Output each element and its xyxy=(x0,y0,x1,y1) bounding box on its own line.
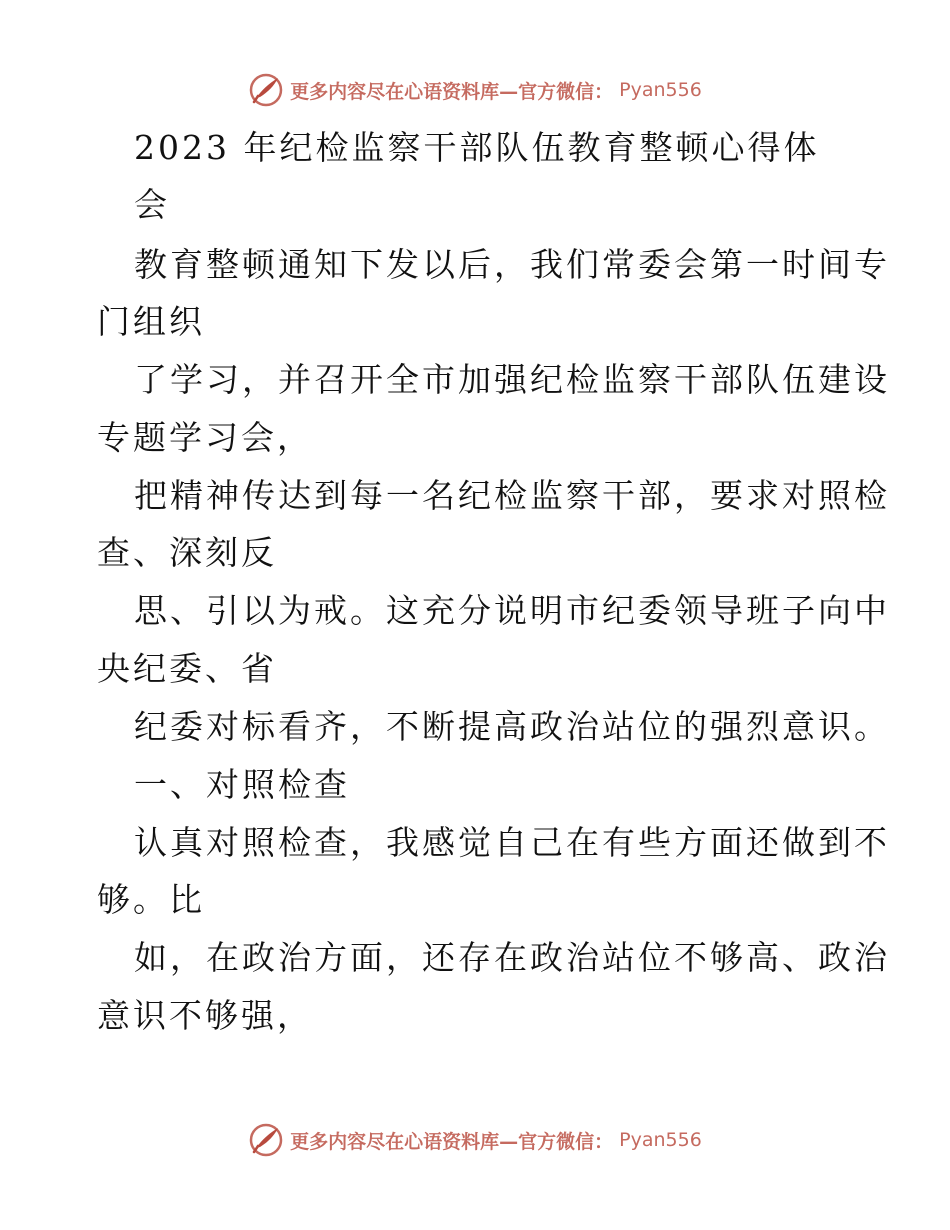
banner-wechat-id: Pyan556 xyxy=(619,79,702,101)
text-line: 思、引以为戒。这充分说明市纪委领导班子向中 xyxy=(134,591,890,630)
banner-wechat-id: Pyan556 xyxy=(619,1129,702,1151)
quill-logo-icon xyxy=(248,1122,284,1158)
text-line: 如，在政治方面，还存在政治站位不够高、政治 xyxy=(134,938,890,977)
text-line: 查、深刻反 xyxy=(97,533,277,572)
text-line: 央纪委、省 xyxy=(97,649,277,688)
text-line: 够。比 xyxy=(97,880,205,919)
text-line: 把精神传达到每一名纪检监察干部，要求对照检 xyxy=(134,476,890,515)
text-line: 门组织 xyxy=(97,302,205,341)
header-banner xyxy=(0,70,950,110)
text-line: 纪委对标看齐，不断提高政治站位的强烈意识。 xyxy=(134,707,890,746)
banner-text: 更多内容尽在心语资料库—官方微信： xyxy=(290,80,614,103)
footer-banner xyxy=(0,1120,950,1160)
banner-text: 更多内容尽在心语资料库—官方微信： xyxy=(290,1130,614,1153)
quill-logo-icon xyxy=(248,72,284,108)
text-line: 教育整顿通知下发以后，我们常委会第一时间专 xyxy=(134,245,890,284)
title-line-1: 2023 年纪检监察干部队伍教育整顿心得体 xyxy=(134,128,820,167)
text-line: 专题学习会， xyxy=(97,418,313,457)
text-line: 认真对照检查，我感觉自己在有些方面还做到不 xyxy=(134,823,890,862)
section-heading: 一、对照检查 xyxy=(134,765,350,804)
title-line-2: 会 xyxy=(134,185,170,224)
text-line: 了学习，并召开全市加强纪检监察干部队伍建设 xyxy=(134,360,890,399)
text-line: 意识不够强， xyxy=(97,996,313,1035)
